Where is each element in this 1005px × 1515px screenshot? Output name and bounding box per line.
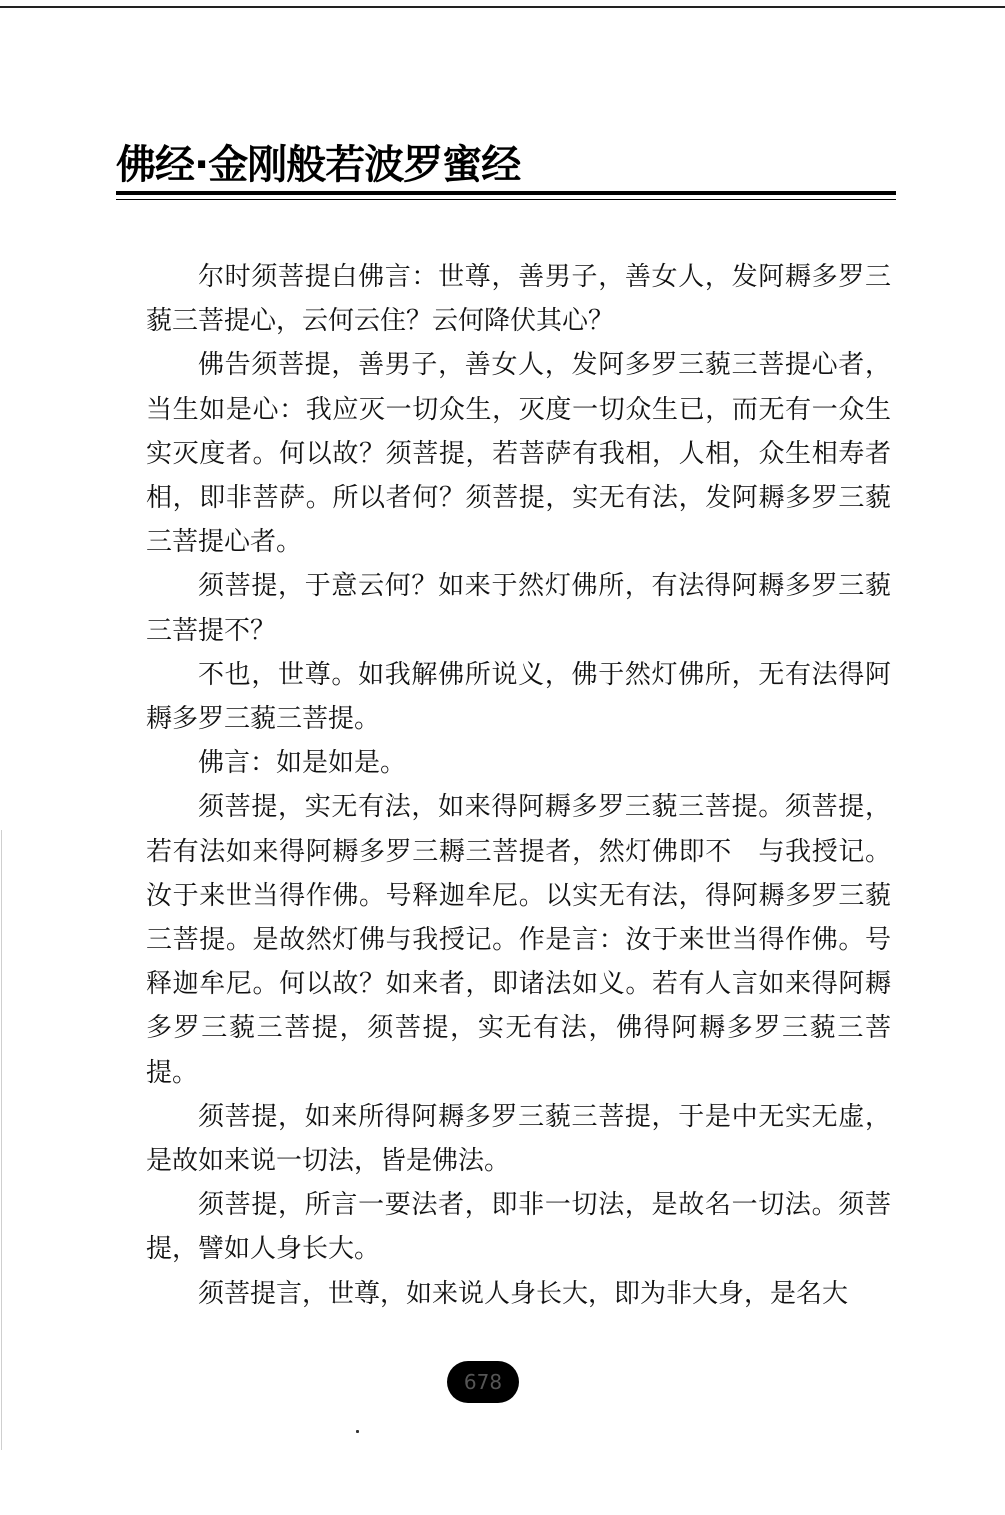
- scan-edge-mark: [1, 830, 2, 1450]
- header-rule-thick: [116, 191, 896, 195]
- page-number-badge: 678: [447, 1361, 519, 1403]
- header-rule-thin: [116, 199, 896, 200]
- paragraph: 不也，世尊。如我解佛所说义，佛于然灯佛所，无有法得阿耨多罗三藐三菩提。: [146, 659, 891, 735]
- paragraph: 须菩提言，世尊，如来说人身长大，即为非大身，是名大: [198, 1278, 849, 1309]
- paragraph: 佛言：如是如是。: [198, 748, 407, 779]
- paragraph: 须菩提，于意云何？如来于然灯佛所，有法得阿耨多罗三藐三菩提不？: [146, 571, 891, 646]
- paragraph: 须菩提，如来所得阿耨多罗三藐三菩提，于是中无实无虚，是故如来说一切法，皆是佛法。: [146, 1101, 891, 1177]
- running-header-title: 佛经·金刚般若波罗蜜经: [116, 142, 521, 188]
- paragraph: 佛告须菩提，善男子，善女人，发阿多罗三藐三菩提心者，当生如是心：我应灭一切众生，灭度一切众生已，而无有一众生实灭度者。何以故？须菩提，若菩萨有我相，人相，众生相寿者相，即非菩萨。所以者何？须菩提，实无有法，发阿耨多罗三藐三菩提心者。: [146, 350, 891, 558]
- paragraph: 须菩提，所言一要法者，即非一切法，是故名一切法。须菩提，譬如人身长大。: [146, 1190, 891, 1265]
- body-text: [146, 255, 891, 1316]
- scan-speck: [356, 1430, 359, 1433]
- top-border-rule: [0, 6, 1005, 8]
- paragraph: 须菩提，实无有法，如来得阿耨多罗三藐三菩提。须菩提，若有法如来得阿耨多罗三耨三菩提者，然灯佛即不 与我授记。汝于来世当得作佛。号释迦牟尼。以实无有法，得阿耨多罗三藐三菩提。是故然灯佛与我授记。作是言：汝于来世当得作佛。号释迦牟尼。何以故？如来者，即诸法如义。若有人言如来得阿耨多罗三藐三菩提，须菩提，实无有法，佛得阿耨多罗三藐三菩提。: [146, 792, 891, 1088]
- paragraph: 尔时须菩提白佛言：世尊，善男子，善女人，发阿耨多罗三藐三菩提心，云何云住？云何降伏其心？: [146, 262, 891, 337]
